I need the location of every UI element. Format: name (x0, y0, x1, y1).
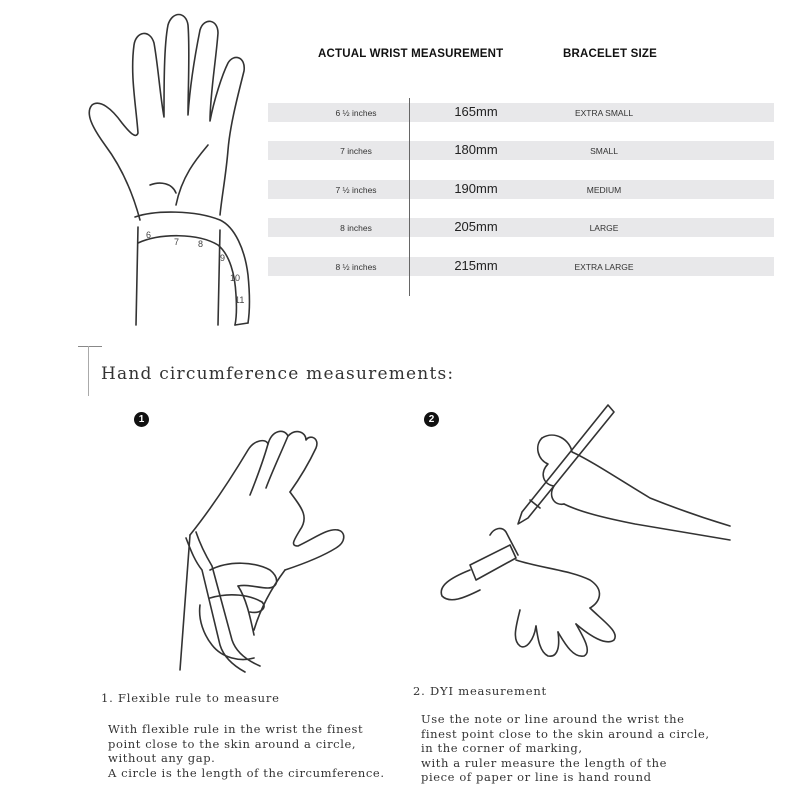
heading-corner-mark (78, 346, 102, 347)
row-mm: 215mm (454, 258, 498, 273)
row-size: EXTRA SMALL (574, 108, 634, 118)
column-header-size: BRACELET SIZE (563, 48, 657, 60)
heading-corner-mark-vertical (88, 346, 89, 396)
row-size: EXTRA LARGE (574, 262, 634, 272)
row-size: SMALL (590, 146, 618, 156)
step-2-text: Use the note or line around the wrist the finest point close to the skin around a circle, in the corner of marking, with a ruler measure the length of the piece of paper or line is hand round (421, 712, 710, 784)
row-inches: 8 inches (340, 223, 372, 233)
hand-with-tape-illustration (80, 5, 270, 330)
step-2-illustration (430, 400, 730, 670)
section-heading: Hand circumference measurements: (101, 364, 455, 384)
tape-mark: 8 (198, 239, 204, 249)
row-mm: 165mm (454, 104, 498, 119)
row-size: MEDIUM (586, 185, 622, 195)
tape-mark: 11 (235, 295, 245, 305)
step-1-text: With flexible rule in the wrist the finest point close to the skin around a circle, without any gap. A circle is the length of the circumference. (108, 722, 385, 780)
step-2-badge: 2 (424, 412, 439, 427)
row-mm: 190mm (454, 181, 498, 196)
tape-mark: 6 (146, 230, 152, 240)
step-1-badge: 1 (134, 412, 149, 427)
column-header-measurement: ACTUAL WRIST MEASUREMENT (318, 48, 504, 60)
step-1-illustration (150, 420, 380, 680)
row-mm: 180mm (454, 142, 498, 157)
tape-mark: 10 (230, 273, 241, 283)
row-inches: 8 ½ inches (335, 262, 377, 272)
tape-mark: 9 (220, 253, 226, 263)
tape-mark: 7 (174, 237, 180, 247)
row-inches: 6 ½ inches (335, 108, 377, 118)
step-1-title: 1. Flexible rule to measure (101, 691, 280, 705)
row-inches: 7 inches (340, 146, 372, 156)
row-mm: 205mm (454, 219, 498, 234)
row-size: LARGE (589, 223, 619, 233)
step-2-title: 2. DYI measurement (413, 684, 547, 698)
row-inches: 7 ½ inches (335, 185, 377, 195)
